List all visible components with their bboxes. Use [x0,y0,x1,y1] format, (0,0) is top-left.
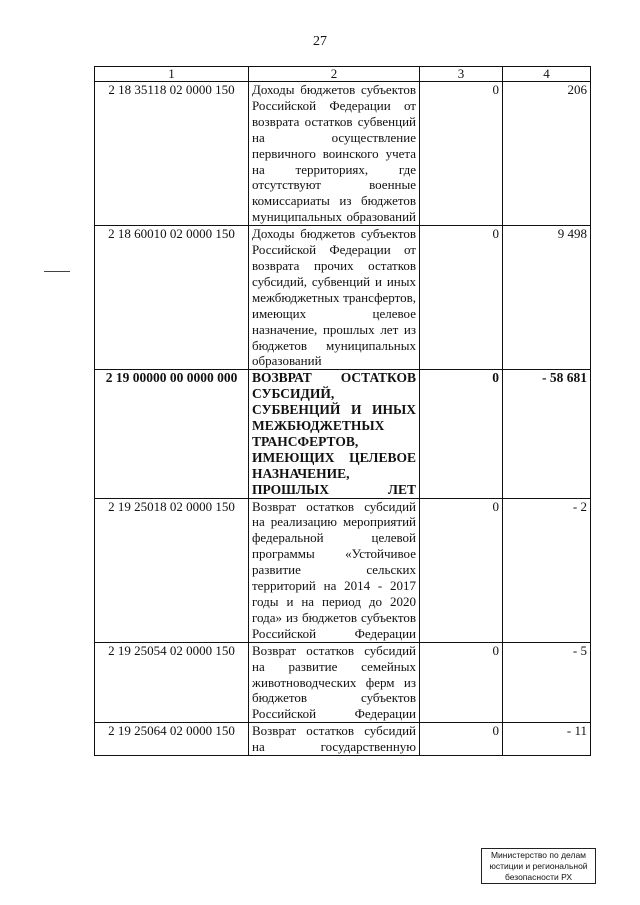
page-number: 27 [313,34,327,49]
column-header-1: 1 [95,67,249,82]
column-4-value: - 5 [503,642,591,723]
column-3-value: 0 [420,723,503,756]
table-row [95,498,591,642]
column-4-value: - 58 681 [503,370,591,498]
column-3-value: 0 [420,226,503,370]
ministry-stamp [481,848,596,884]
stamp-line-1: Министерство по делам [490,850,587,860]
column-4-value: - 11 [503,723,591,756]
budget-code: 2 18 60010 02 0000 150 [95,226,249,370]
budget-code: 2 19 25018 02 0000 150 [95,498,249,642]
table-row [95,723,591,756]
table-header-row [95,67,591,82]
column-3-value: 0 [420,370,503,498]
column-4-value: 206 [503,82,591,226]
column-3-value: 0 [420,642,503,723]
budget-table [94,66,591,756]
budget-code: 2 19 00000 00 0000 000 [95,370,249,498]
column-4-value: 9 498 [503,226,591,370]
column-3-value: 0 [420,82,503,226]
revenue-description: Доходы бюджетов субъектов Российской Федерации от возврата прочих остатков субсидий, субвенций и иных межбюджетных трансфертов, имеющих целевое назначение, прошлых лет из бюджетов муниципальных образований [249,226,420,370]
stamp-line-2: юстиции и региональной [489,861,588,871]
margin-mark [44,271,70,272]
table-row [95,226,591,370]
budget-code: 2 19 25064 02 0000 150 [95,723,249,756]
revenue-description: Доходы бюджетов субъектов Российской Федерации от возврата остатков субвенций на осуществление первичного воинского учета на территориях, где отсутствуют военные комиссариаты из бюджетов муниципальных образований [249,82,420,226]
table-row [95,82,591,226]
stamp-line-3: безопасности РХ [504,872,573,882]
column-3-value: 0 [420,498,503,642]
column-4-value: - 2 [503,498,591,642]
table-row [95,642,591,723]
revenue-description: Возврат остатков субсидий на реализацию мероприятий федеральной целевой программы «Устойчивое развитие сельских территорий на 2014 - 2017 годы и на период до 2020 года» из бюджетов субъектов Российской Федерации [249,498,420,642]
budget-code: 2 19 25054 02 0000 150 [95,642,249,723]
column-header-3: 3 [420,67,503,82]
budget-code: 2 18 35118 02 0000 150 [95,82,249,226]
table-row-section-total [95,370,591,498]
revenue-description: Возврат остатков субсидий на государственную [249,723,420,756]
revenue-description: Возврат остатков субсидий на развитие семейных животноводческих ферм из бюджетов субъектов Российской Федерации [249,642,420,723]
column-header-2: 2 [249,67,420,82]
revenue-description: ВОЗВРАТ ОСТАТКОВ СУБСИДИЙ, СУБВЕНЦИЙ И ИНЫХ МЕЖБЮДЖЕТНЫХ ТРАНСФЕРТОВ, ИМЕЮЩИХ ЦЕЛЕВОЕ НАЗНАЧЕНИЕ, ПРОШЛЫХ ЛЕТ [249,370,420,498]
column-header-4: 4 [503,67,591,82]
